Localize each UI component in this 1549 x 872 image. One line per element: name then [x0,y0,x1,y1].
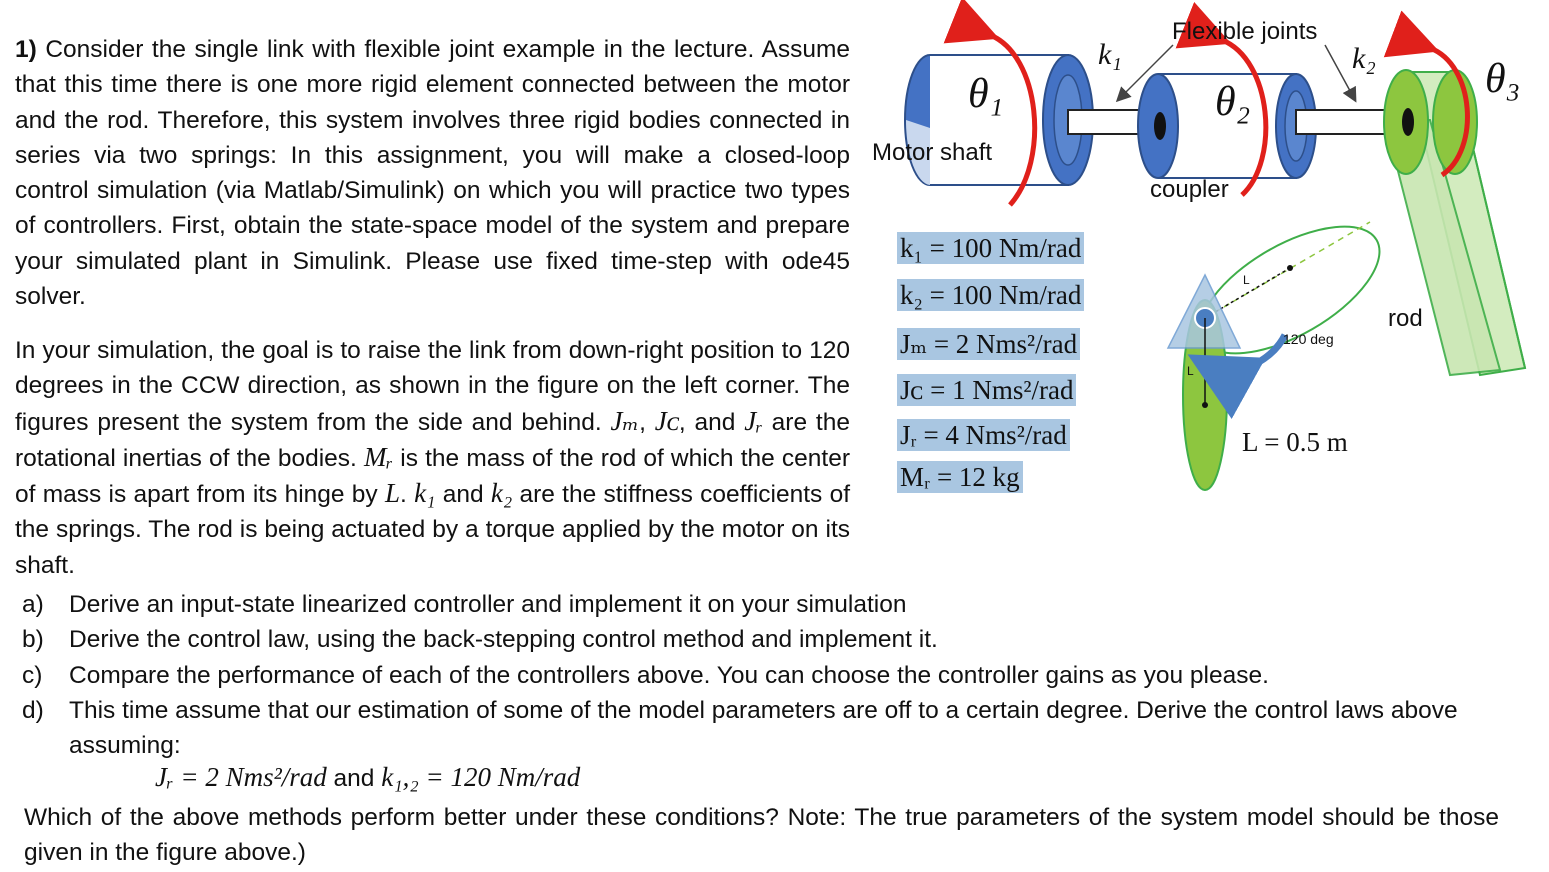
symbol-k1: k₁ [414,478,436,509]
flexible-joints-label: Flexible joints [1172,18,1318,45]
angle-label: 120 deg [1283,331,1334,347]
param-jc: Jᴄ = 1 Nms²/rad [897,374,1076,406]
assumption-jr: Jᵣ = 2 Nms²/rad [155,762,327,792]
intro-text: Consider the single link with flexible joint example in the lecture. Assume that this time there is one more rigid element connected between the motor and the rod. Therefore, this system involves three rigid bodies connected in series via two springs: In this assignment, you will make a closed-loop control simulation (via Matlab/Simulink) on which you will practice two types of controllers. First, obtain the state-space model of the system and prepare your simulated plant in Simulink. Please use fixed time-step with ode45 solver. [15,36,850,311]
task-d-text: This time assume that our estimation of some of the model parameters are off to a certain degree. Derive the control laws above assuming: [69,696,1458,760]
goal-text-c: is the mass of the rod of which the center of mass is apart from its hinge by [15,444,851,509]
param-k1: k₁ = 100 Nm/rad [897,232,1084,264]
final-question: Which of the above methods perform better under these conditions? Note: The true parameters of the system model should be those given in the figure above.) [24,804,1499,867]
param-jr: Jᵣ = 4 Nms²/rad [897,419,1070,451]
l-short-label-2: L [1187,364,1194,378]
coupler-label: coupler [1150,176,1229,203]
symbol-k2: k₂ [490,478,513,509]
goal-sep-1: , [639,408,655,436]
goal-text-e: and [435,481,491,509]
symbol-jm: Jₘ [610,405,640,436]
k2-pointer [1325,45,1355,100]
goal-text-b: are the rotational inertias of the bodies. [15,408,850,472]
symbol-l: L [384,478,400,509]
theta2-label: θ₂ [1215,79,1251,125]
l-short-label-1: L [1243,273,1250,287]
theta3-label: θ₃ [1485,56,1521,102]
param-k2: k₂ = 100 Nm/rad [897,279,1084,311]
task-b-label: b) [22,626,44,654]
symbol-mr: Mᵣ [364,441,394,472]
task-d-label: d) [22,696,44,724]
goal-text-d: . [399,481,415,509]
task-a-label: a) [22,591,44,618]
k1-label: k₁ [1098,38,1122,71]
param-jm: Jₘ = 2 Nms²/rad [897,328,1080,360]
param-mr: Mᵣ = 12 kg [897,461,1023,493]
task-b-text: Derive the control law, using the back-stepping control method and implement it. [69,626,938,654]
l-value-label: L = 0.5 m [1242,427,1348,457]
symbol-jr: Jᵣ [744,405,763,436]
assumption-k: k₁,₂ = 120 Nm/rad [381,762,581,792]
rod-label: rod [1388,305,1423,332]
theta1-label: θ₁ [968,71,1004,117]
task-c-label: c) [22,661,43,689]
goal-text-a: In your simulation, the goal is to raise the link from down-right position to 120 degrees in the CCW direction, as shown in the figure on the left corner. The figures present the system from the side and behind. [15,337,850,436]
task-c-text: Compare the performance of each of the controllers above. You can choose the controller gains as you please. [69,661,1269,689]
problem-number: 1) [15,36,37,63]
goal-sep-2: , and [678,408,745,436]
k2-label: k₂ [1352,42,1376,75]
task-a-text: Derive an input-state linearized controller and implement it on your simulation [69,591,907,618]
motor-shaft-label: Motor shaft [872,139,993,166]
assumption-and: and [326,765,382,792]
goal-text-f: are the stiffness coefficients of the springs. The rod is being actuated by a torque applied by the motor on its shaft. [15,481,850,579]
symbol-jc: Jᴄ [654,405,679,436]
